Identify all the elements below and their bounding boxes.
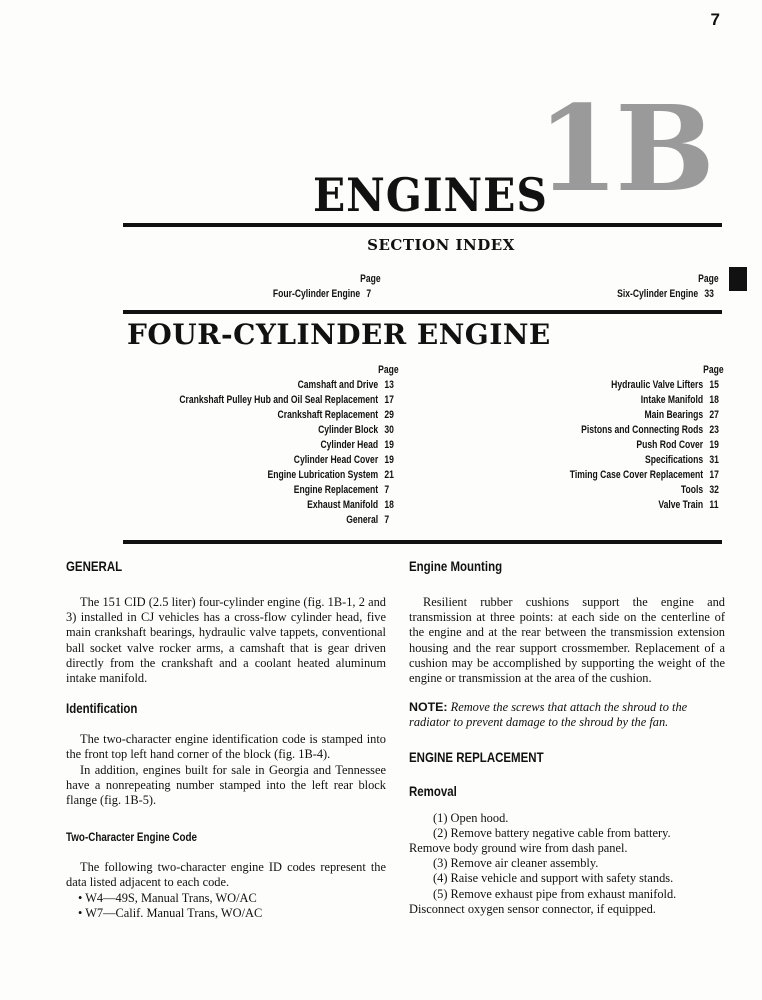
identification-heading: Identification bbox=[66, 700, 138, 717]
index-entry-label: Tools bbox=[680, 484, 704, 496]
note-label: NOTE: bbox=[409, 700, 448, 715]
index-entry[interactable] bbox=[150, 483, 400, 498]
engine-replacement-heading: ENGINE REPLACEMENT bbox=[409, 748, 544, 765]
index-entry-label: Four-Cylinder Engine bbox=[272, 288, 361, 300]
index-entry[interactable] bbox=[150, 498, 400, 513]
index-entry[interactable] bbox=[257, 287, 382, 302]
index-entry-page: 19 bbox=[384, 439, 394, 451]
right-column bbox=[409, 548, 725, 917]
index-entry-page: 19 bbox=[384, 454, 394, 466]
section-index-title: SECTION INDEX bbox=[367, 236, 515, 254]
index-entry[interactable] bbox=[534, 468, 725, 483]
index-entry-label: Six-Cylinder Engine bbox=[617, 288, 699, 300]
index-entry-page: 21 bbox=[384, 469, 394, 481]
index-entry-page: 18 bbox=[384, 499, 394, 511]
identification-text: In addition, engines built for sale in Georgia and Tennessee have a nonrepeating number stamped into the left rear block flange (fig. 1B-5). bbox=[66, 762, 386, 808]
index-entry-label: Cylinder Head bbox=[320, 439, 379, 451]
index-entry[interactable] bbox=[534, 393, 725, 408]
removal-heading: Removal bbox=[409, 782, 457, 799]
index-entry-page: 32 bbox=[709, 484, 719, 496]
index-entry-page: 13 bbox=[384, 379, 394, 391]
index-entry-page: 17 bbox=[384, 394, 394, 406]
mounting-heading: Engine Mounting bbox=[409, 558, 503, 574]
index-entry[interactable] bbox=[534, 423, 725, 438]
note bbox=[409, 700, 725, 730]
four-cylinder-index-right bbox=[534, 363, 725, 513]
index-entry-page: 7 bbox=[366, 288, 372, 300]
page-column-label: Page bbox=[378, 364, 399, 376]
section-index-left bbox=[257, 272, 382, 302]
index-entry-page: 31 bbox=[709, 454, 719, 466]
index-entry-label: Push Rod Cover bbox=[636, 439, 704, 451]
index-entry[interactable] bbox=[534, 378, 725, 393]
removal-step: Remove body ground wire from dash panel. bbox=[409, 841, 628, 856]
index-entry-label: Crankshaft Replacement bbox=[277, 409, 379, 421]
page-column-label: Page bbox=[703, 364, 724, 376]
index-entry-page: 29 bbox=[384, 409, 394, 421]
index-entry[interactable] bbox=[595, 287, 720, 302]
index-entry-label: Pistons and Connecting Rods bbox=[581, 424, 704, 436]
left-column bbox=[66, 548, 386, 921]
general-heading: GENERAL bbox=[66, 558, 123, 574]
index-entry[interactable] bbox=[534, 453, 725, 468]
index-entry-page: 11 bbox=[709, 499, 719, 511]
section-code: 1B bbox=[537, 79, 711, 218]
section-tab-marker bbox=[729, 267, 747, 291]
index-entry-label: General bbox=[346, 514, 379, 526]
index-entry[interactable] bbox=[534, 483, 725, 498]
index-entry[interactable] bbox=[150, 393, 400, 408]
removal-steps bbox=[409, 811, 725, 917]
index-entry[interactable] bbox=[150, 408, 400, 423]
note-text: Remove the screws that attach the shroud to the radiator to prevent damage to the shroud by the fan. bbox=[409, 700, 688, 730]
index-entry-label: Camshaft and Drive bbox=[297, 379, 379, 391]
index-entry-page: 17 bbox=[709, 469, 719, 481]
header-rule bbox=[123, 223, 722, 227]
index-entry-page: 15 bbox=[709, 379, 719, 391]
index-entry-label: Specifications bbox=[644, 454, 704, 466]
engine-code-item: • W4—49S, Manual Trans, WO/AC bbox=[78, 890, 257, 905]
page-number: 7 bbox=[710, 10, 720, 29]
index-entry-page: 33 bbox=[704, 288, 714, 300]
body-rule bbox=[123, 540, 722, 544]
removal-step: Disconnect oxygen sensor connector, if equipped. bbox=[409, 901, 656, 916]
identification-text: The two-character engine identification code is stamped into the front top left hand corner of the block (fig. 1B-4). bbox=[66, 732, 386, 762]
four-cylinder-index-left bbox=[150, 363, 400, 528]
index-entry-page: 23 bbox=[709, 424, 719, 436]
engine-code-text: The following two-character engine ID codes represent the data listed adjacent to each code. bbox=[66, 860, 386, 890]
index-entry-label: Exhaust Manifold bbox=[307, 499, 379, 511]
index-entry[interactable] bbox=[534, 438, 725, 453]
index-entry[interactable] bbox=[150, 378, 400, 393]
removal-step: (4) Raise vehicle and support with safety stands. bbox=[433, 871, 674, 886]
four-cylinder-title: FOUR-CYLINDER ENGINE bbox=[127, 318, 551, 351]
index-entry[interactable] bbox=[150, 468, 400, 483]
index-entry-label: Engine Replacement bbox=[293, 484, 379, 496]
index-entry-label: Intake Manifold bbox=[640, 394, 704, 406]
index-entry[interactable] bbox=[150, 513, 400, 528]
index-entry-label: Crankshaft Pulley Hub and Oil Seal Replacement bbox=[179, 394, 379, 406]
index-entry[interactable] bbox=[150, 423, 400, 438]
removal-step: (1) Open hood. bbox=[433, 810, 509, 825]
index-entry[interactable] bbox=[534, 498, 725, 513]
index-entry-label: Cylinder Block bbox=[318, 424, 379, 436]
index-entry-label: Valve Train bbox=[658, 499, 704, 511]
removal-step: (3) Remove air cleaner assembly. bbox=[433, 856, 599, 871]
page-column-label: Page bbox=[698, 273, 719, 285]
index-entry-page: 27 bbox=[709, 409, 719, 421]
page-header bbox=[0, 0, 762, 232]
mounting-text: Resilient rubber cushions support the engine and transmission at three points: at each side on the centerline of the engine and at the rear between the transmission extension housing and the rear support crossmember. Replacement of a cushion may be accomplished by supporting the weight of the engine or transmission at the area of the cushion. bbox=[409, 595, 725, 686]
chapter-title: ENGINES bbox=[313, 168, 548, 222]
index-entry[interactable] bbox=[534, 408, 725, 423]
removal-step: (5) Remove exhaust pipe from exhaust manifold. bbox=[433, 886, 677, 901]
engine-code-heading: Two-Character Engine Code bbox=[66, 830, 198, 845]
section-index-right bbox=[595, 272, 720, 302]
index-entry-label: Cylinder Head Cover bbox=[293, 454, 379, 466]
general-text: The 151 CID (2.5 liter) four-cylinder engine (fig. 1B-1, 2 and 3) installed in CJ vehicles has a cross-flow cylinder head, five main crankshaft bearings, hydraulic valve tappets, conventional ball socket valve rocker arms, a camshaft that is gear driven directly from the crankshaft and a coolant heated aluminum intake manifold. bbox=[66, 595, 386, 686]
page-column-label: Page bbox=[360, 273, 381, 285]
index-entry-page: 19 bbox=[709, 439, 719, 451]
index-entry-page: 7 bbox=[384, 514, 390, 526]
index-entry-page: 30 bbox=[384, 424, 394, 436]
engine-code-item: • W7—Calif. Manual Trans, WO/AC bbox=[78, 905, 263, 920]
index-entry-label: Engine Lubrication System bbox=[267, 469, 379, 481]
index-entry[interactable] bbox=[150, 438, 400, 453]
index-entry-label: Timing Case Cover Replacement bbox=[569, 469, 704, 481]
index-rule bbox=[123, 310, 722, 314]
index-entry[interactable] bbox=[150, 453, 400, 468]
index-entry-page: 7 bbox=[384, 484, 390, 496]
index-entry-page: 18 bbox=[709, 394, 719, 406]
index-entry-label: Hydraulic Valve Lifters bbox=[611, 379, 704, 391]
removal-step: (2) Remove battery negative cable from battery. bbox=[433, 825, 671, 840]
index-entry-label: Main Bearings bbox=[644, 409, 704, 421]
